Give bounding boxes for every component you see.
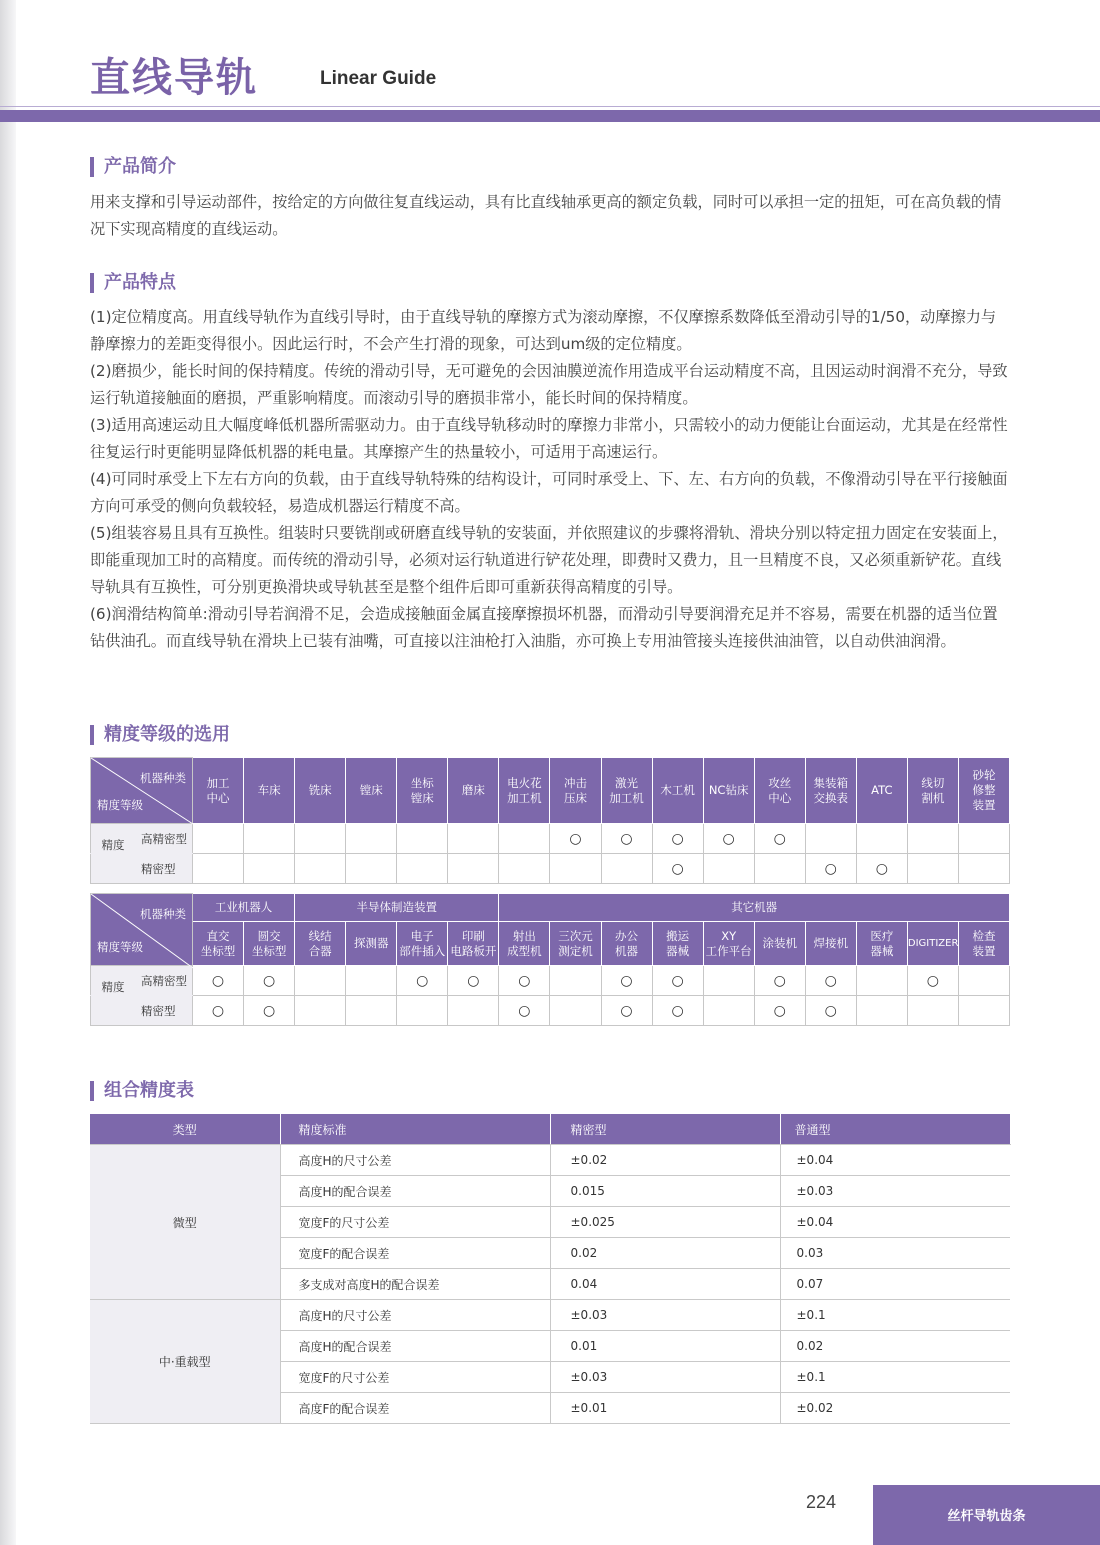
corner-bottom-label: 精度等级 [97, 798, 143, 812]
combo-standard-cell: 高度H的配合误差 [280, 1176, 550, 1207]
grade-cell: ○ [652, 824, 703, 854]
combo-precision-cell: ±0.03 [550, 1300, 780, 1331]
feature-item: (6)润滑结构简单:滑动引导若润滑不足，会造成接触面金属直接摩擦损坏机器，而滑动引导要润滑充足并不容易，需要在机器的适当位置钻供油孔。而直线导轨在滑块上已装有油嘴，可直接以注油枪打入油脂，亦可换上专用油管接头连接供油油管，以自动供油润滑。 [90, 605, 998, 650]
grade-cell [397, 854, 448, 884]
grade-cell: ○ [244, 966, 295, 996]
combo-type-cell: 微型 [90, 1145, 280, 1300]
precision-grade-table-2 [90, 893, 1010, 1026]
precision-grade-table-1 [90, 757, 1010, 884]
grade-cell: ○ [550, 824, 601, 854]
combo-heading: 组合精度表 [90, 1081, 194, 1101]
combo-standard-cell: 宽度F的尺寸公差 [280, 1362, 550, 1393]
machine-type-header: 坐标 镗床 [397, 758, 448, 824]
grade-label-cell [91, 824, 193, 854]
grade-cell: ○ [805, 996, 856, 1026]
grade-cell: ○ [754, 966, 805, 996]
grade-cell [499, 854, 550, 884]
grade-cell: ○ [601, 966, 652, 996]
machine-type-header: 医疗 器械 [856, 922, 907, 966]
intro-text: 用来支撑和引导运动部件，按给定的方向做往复直线运动，具有比直线轴承更高的额定负载，同时可以承担一定的扭矩，可在高负载的情况下实现高精度的直线运动。 [90, 193, 1002, 238]
combo-normal-cell: ±0.04 [780, 1145, 1010, 1176]
grade-cell [346, 854, 397, 884]
intro-heading: 产品简介 [90, 157, 176, 177]
grade-group-label: 精度 [101, 980, 125, 994]
grade-cell: ○ [397, 966, 448, 996]
grade-level-label: 精密型 [141, 1004, 176, 1018]
grade-table-2-header-row [91, 922, 1010, 966]
machine-type-header: 射出 成型机 [499, 922, 550, 966]
combo-header-type: 类型 [90, 1114, 280, 1145]
grade-cell [244, 824, 295, 854]
grade-cell: ○ [805, 854, 856, 884]
grade-level-label: 高精密型 [141, 974, 187, 988]
feature-item: (1)定位精度高。用直线导轨作为直线引导时，由于直线导轨的摩擦方式为滚动摩擦，不仅摩擦系数降低至滑动引导的1/50，动摩擦力与静摩擦力的差距变得很小。因此运行时，不会产生打滑的现象，可达到um级的定位精度。 [90, 308, 997, 353]
machine-type-header: 铣床 [295, 758, 346, 824]
grade-cell [907, 824, 958, 854]
grade-label-cell [91, 966, 193, 996]
grade-cell [703, 966, 754, 996]
precision-heading: 精度等级的选用 [90, 725, 230, 745]
machine-type-header: 加工 中心 [193, 758, 244, 824]
grade-cell [856, 996, 907, 1026]
machine-type-header: 探测器 [346, 922, 397, 966]
grade-cell [805, 824, 856, 854]
combo-precision-cell: ±0.01 [550, 1393, 780, 1424]
machine-type-header: 焊接机 [805, 922, 856, 966]
table-corner-cell [91, 758, 193, 824]
combo-standard-cell: 宽度F的配合误差 [280, 1238, 550, 1269]
machine-group-header: 其它机器 [499, 894, 1010, 922]
grade-cell [295, 854, 346, 884]
footer-section-tab [873, 1485, 1100, 1545]
grade-table-2-row [91, 966, 1010, 996]
machine-type-header: 印刷 电路板开 [448, 922, 499, 966]
machine-type-header: 攻丝 中心 [754, 758, 805, 824]
grade-cell: ○ [448, 966, 499, 996]
grade-cell: ○ [754, 996, 805, 1026]
corner-diagonal [91, 758, 193, 824]
machine-type-header: 检查 装置 [958, 922, 1009, 966]
machine-type-header: 圆交 坐标型 [244, 922, 295, 966]
combo-standard-cell: 高度H的配合误差 [280, 1331, 550, 1362]
combo-standard-cell: 宽度F的尺寸公差 [280, 1207, 550, 1238]
machine-type-header: 电火花 加工机 [499, 758, 550, 824]
combination-accuracy-table [90, 1114, 1011, 1424]
combo-precision-cell: 0.01 [550, 1331, 780, 1362]
grade-cell [295, 996, 346, 1026]
machine-type-header: DIGITIZER [907, 922, 958, 966]
machine-type-header: 涂装机 [754, 922, 805, 966]
machine-type-header: XY 工作平台 [703, 922, 754, 966]
combo-standard-cell: 多支成对高度H的配合误差 [280, 1269, 550, 1300]
grade-table-1-row [91, 824, 1010, 854]
grade-cell: ○ [754, 824, 805, 854]
grade-cell [448, 854, 499, 884]
machine-type-header: 车床 [244, 758, 295, 824]
combo-normal-cell: 0.07 [780, 1269, 1010, 1300]
combo-normal-cell: 0.03 [780, 1238, 1010, 1269]
grade-cell [244, 854, 295, 884]
machine-type-header: 办公 机器 [601, 922, 652, 966]
combo-standard-cell: 高度F的配合误差 [280, 1393, 550, 1424]
grade-cell [295, 966, 346, 996]
grade-table-2-group-row [91, 894, 1010, 922]
combo-precision-cell: 0.015 [550, 1176, 780, 1207]
grade-cell: ○ [499, 966, 550, 996]
left-edge-shade [0, 0, 16, 1545]
grade-label-cell [91, 996, 193, 1026]
combo-type-cell: 中·重载型 [90, 1300, 280, 1424]
grade-cell: ○ [193, 996, 244, 1026]
machine-type-header: 木工机 [652, 758, 703, 824]
corner-top-label: 机器种类 [140, 771, 186, 785]
corner-bottom-label: 精度等级 [97, 940, 143, 954]
grade-group-label: 精度 [101, 838, 125, 852]
header-thin-line [0, 106, 1100, 107]
grade-cell: ○ [805, 966, 856, 996]
combo-row [90, 1300, 1010, 1331]
feature-item: (3)适用高速运动且大幅度峰低机器所需驱动力。由于直线导轨移动时的摩擦力非常小，只需较小的动力便能让台面运动，尤其是在经常性往复运行时更能明显降低机器的耗电量。其摩擦产生的热量较小，可适用于高速运行。 [90, 416, 1008, 461]
grade-level-label: 精密型 [141, 862, 176, 876]
page-number: 224 [806, 1492, 837, 1512]
machine-type-header: 线结 合器 [295, 922, 346, 966]
grade-cell [958, 996, 1009, 1026]
combo-precision-cell: ±0.025 [550, 1207, 780, 1238]
machine-type-header: 三次元 测定机 [550, 922, 601, 966]
grade-cell [193, 854, 244, 884]
grade-table-2-row [91, 996, 1010, 1026]
feature-item: (4)可同时承受上下左右方向的负载，由于直线导轨特殊的结构设计，可同时承受上、下、左、右方向的负载，不像滑动引导在平行接触面方向可承受的侧向负载较轻，易造成机器运行精度不高。 [90, 470, 1008, 515]
grade-cell: ○ [193, 966, 244, 996]
grade-cell: ○ [244, 996, 295, 1026]
machine-type-header: 磨床 [448, 758, 499, 824]
combo-precision-cell: ±0.02 [550, 1145, 780, 1176]
feature-item: (2)磨损少，能长时间的保持精度。传统的滑动引导，无可避免的会因油膜逆流作用造成平台运动精度不高，且因运动时润滑不充分，导致运行轨道接触面的磨损，严重影响精度。而滚动引导的磨损非常小，能长时间的保持精度。 [90, 362, 1008, 407]
combo-normal-cell: ±0.03 [780, 1176, 1010, 1207]
page-title: 直线导轨 [90, 55, 258, 101]
table-corner-cell [91, 894, 193, 966]
combo-standard-cell: 高度H的尺寸公差 [280, 1300, 550, 1331]
features-list [90, 304, 1010, 655]
grade-cell: ○ [652, 854, 703, 884]
grade-cell [295, 824, 346, 854]
grade-cell [550, 996, 601, 1026]
grade-table-1-row [91, 854, 1010, 884]
machine-type-header: 集装箱 交换表 [805, 758, 856, 824]
grade-cell [907, 996, 958, 1026]
grade-cell: ○ [601, 996, 652, 1026]
features-heading: 产品特点 [90, 273, 176, 293]
grade-level-label: 高精密型 [141, 832, 187, 846]
combo-row [90, 1145, 1010, 1176]
grade-cell [958, 824, 1009, 854]
machine-group-header: 半导体制造装置 [295, 894, 499, 922]
combo-precision-cell: 0.02 [550, 1238, 780, 1269]
grade-cell: ○ [652, 996, 703, 1026]
corner-top-label: 机器种类 [140, 907, 186, 921]
grade-cell: ○ [856, 854, 907, 884]
grade-cell [550, 966, 601, 996]
combo-header-standard: 精度标准 [280, 1114, 550, 1145]
grade-cell [703, 996, 754, 1026]
page-subtitle: Linear Guide [320, 68, 437, 89]
combo-header-precision: 精密型 [550, 1114, 780, 1145]
grade-table-1-header-row [91, 758, 1010, 824]
combo-normal-cell: 0.02 [780, 1331, 1010, 1362]
machine-type-header: 直交 坐标型 [193, 922, 244, 966]
header-band [0, 110, 1100, 122]
combo-normal-cell: ±0.1 [780, 1362, 1010, 1393]
grade-cell [499, 824, 550, 854]
grade-cell [601, 854, 652, 884]
machine-type-header: 电子 部件插入 [397, 922, 448, 966]
grade-cell [397, 996, 448, 1026]
grade-cell: ○ [601, 824, 652, 854]
machine-type-header: 冲击 压床 [550, 758, 601, 824]
grade-cell [346, 824, 397, 854]
combo-standard-cell: 高度H的尺寸公差 [280, 1145, 550, 1176]
combo-precision-cell: ±0.03 [550, 1362, 780, 1393]
combo-header-normal: 普通型 [780, 1114, 1010, 1145]
combo-normal-cell: ±0.04 [780, 1207, 1010, 1238]
grade-cell [448, 824, 499, 854]
machine-type-header: 砂轮 修整 装置 [958, 758, 1009, 824]
combo-precision-cell: 0.04 [550, 1269, 780, 1300]
machine-type-header: NC钻床 [703, 758, 754, 824]
machine-type-header: ATC [856, 758, 907, 824]
combo-normal-cell: ±0.1 [780, 1300, 1010, 1331]
grade-cell [397, 824, 448, 854]
combo-header-row [90, 1114, 1010, 1145]
grade-cell [193, 824, 244, 854]
grade-cell [550, 854, 601, 884]
grade-cell: ○ [499, 996, 550, 1026]
machine-group-header: 工业机器人 [193, 894, 295, 922]
combo-normal-cell: ±0.02 [780, 1393, 1010, 1424]
grade-cell [448, 996, 499, 1026]
grade-cell [346, 966, 397, 996]
machine-type-header: 线切 割机 [907, 758, 958, 824]
grade-cell [958, 854, 1009, 884]
grade-cell [856, 824, 907, 854]
grade-cell [907, 854, 958, 884]
machine-type-header: 搬运 器械 [652, 922, 703, 966]
grade-cell [703, 854, 754, 884]
grade-label-cell [91, 854, 193, 884]
grade-cell [958, 966, 1009, 996]
machine-type-header: 激光 加工机 [601, 758, 652, 824]
machine-type-header: 镗床 [346, 758, 397, 824]
feature-item: (5)组装容易且具有互换性。组装时只要铣削或研磨直线导轨的安装面，并依照建议的步骤将滑轨、滑块分别以特定扭力固定在安装面上，即能重现加工时的高精度。而传统的滑动引导，必须对运行轨道进行铲花处理，即费时又费力，且一旦精度不良，又必须重新铲花。直线导轨具有互换性，可分别更换滑块或导轨甚至是整个组件后即可重新获得高精度的引导。 [90, 524, 1008, 596]
footer-section-label: 丝杆导轨齿条 [947, 1509, 1026, 1524]
grade-cell [856, 966, 907, 996]
grade-cell: ○ [652, 966, 703, 996]
intro-paragraph [90, 189, 1010, 243]
grade-cell: ○ [703, 824, 754, 854]
grade-cell: ○ [907, 966, 958, 996]
grade-cell [754, 854, 805, 884]
grade-cell [346, 996, 397, 1026]
